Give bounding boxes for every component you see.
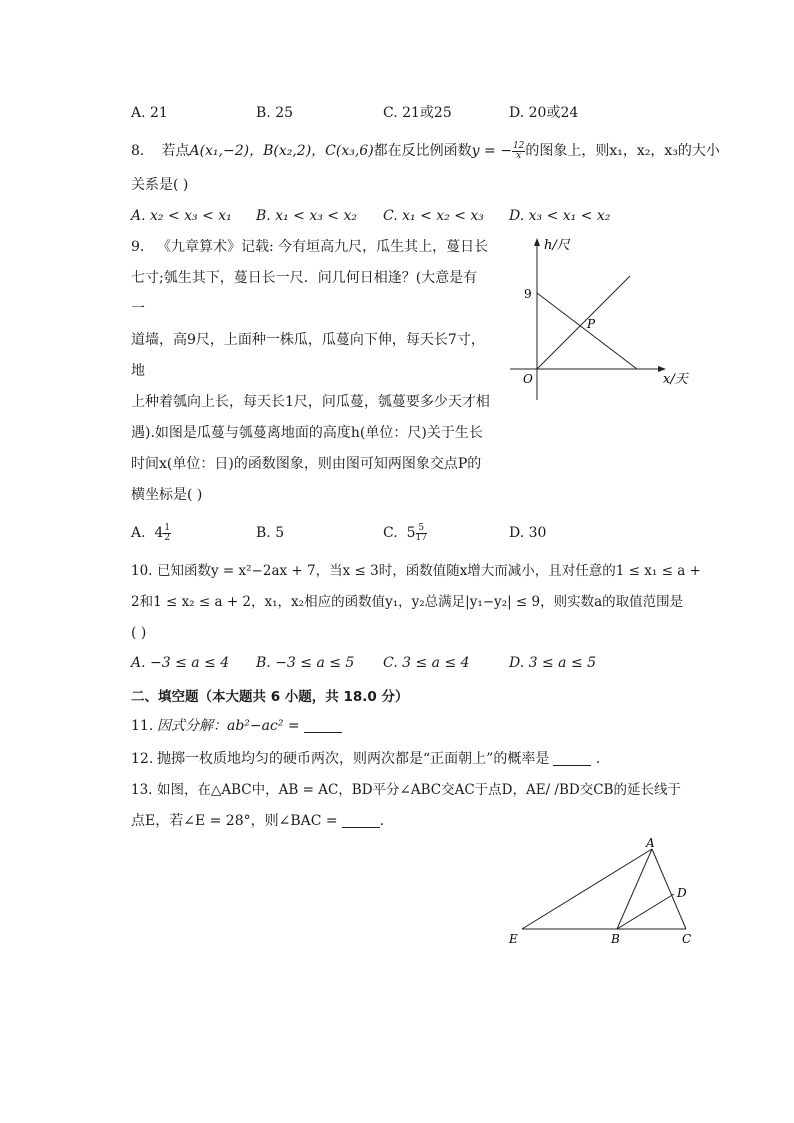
q9-option-a-whole: 4	[154, 525, 164, 541]
q8-text-post: 的图象上，则x₁，x₂，x₃的大小	[525, 143, 720, 159]
q8-stem-line1	[131, 141, 720, 161]
q13-label-b: B	[611, 932, 620, 946]
q9-graph	[500, 232, 700, 407]
q9-option-c-num: 5	[416, 524, 427, 534]
q9-line-5: 遇).如图是瓜蔓与瓠蔓离地面的高度h(单位：尺)关于生长	[131, 425, 483, 441]
q7-option-d[interactable]: D. 20或24	[509, 105, 579, 121]
q10-option-c[interactable]: C. 3 ≤ a ≤ 4	[383, 655, 470, 671]
q7-option-b[interactable]: B. 25	[256, 105, 294, 121]
q9-y-arrow	[534, 238, 540, 246]
q9-line-4: 上种着瓠向上长，每天长1尺，问瓜蔓，瓠蔓要多少天才相	[131, 394, 490, 410]
q10-stem-line1	[131, 561, 701, 581]
q9-point-label: P	[587, 317, 596, 331]
q12-number: 12.	[131, 751, 154, 767]
q9-option-a-frac	[163, 524, 171, 543]
q9-line-7: 横坐标是( )	[131, 487, 203, 503]
q9-y-label: h/尺	[544, 238, 570, 253]
q9-origin-label: O	[523, 372, 533, 386]
q13-label-e: E	[509, 932, 518, 946]
q8-option-b[interactable]: B. x₁ < x₃ < x₂	[256, 208, 357, 224]
q12-end: .	[595, 751, 601, 767]
q8-stem-line2: 关系是( )	[131, 177, 189, 193]
q13-label-c: C	[682, 932, 692, 946]
q9-option-c-den: 17	[415, 532, 427, 543]
q9-option-c-label: C.	[383, 525, 398, 541]
q9-line-6: 时间x(单位：日)的函数图象，则由图可知两图象交点P的	[131, 456, 482, 472]
q9-line-1: 《九章算术》记载: 今有垣高九尺，瓜生其上，蔓日长	[157, 239, 489, 255]
q8-function: y = −	[471, 143, 512, 159]
q9-option-a[interactable]	[131, 523, 171, 543]
q9-option-c-whole: 5	[406, 525, 416, 541]
q9-line	[131, 232, 491, 263]
q8-fraction	[512, 142, 525, 161]
q13-number: 13.	[131, 782, 153, 798]
q8-text-pre: 若点	[161, 143, 190, 159]
q9-option-b[interactable]: B. 5	[256, 525, 285, 541]
q13-answer-blank[interactable]	[342, 813, 380, 828]
q13-label-d: D	[677, 886, 687, 900]
q8-option-d[interactable]: D. x₃ < x₁ < x₂	[509, 208, 611, 224]
q10-text-1: 已知函数y = x²−2ax + 7，当x ≤ 3时，函数值随x增大而减小，且对任意的1 ≤ x₁ ≤ a +	[157, 563, 701, 579]
q13-line-ba	[617, 849, 652, 929]
q7-option-a[interactable]: A. 21	[131, 105, 168, 121]
q13-line-bd	[617, 894, 674, 929]
q8-option-a[interactable]: A. x₂ < x₃ < x₁	[131, 208, 232, 224]
q10-number: 10.	[131, 563, 153, 579]
q13-stem-line1	[131, 780, 681, 800]
q13-text-2: 点E，若∠E = 28°，则∠BAC =	[131, 813, 338, 829]
q9-number: 9.	[131, 239, 145, 255]
q8-number: 8.	[131, 143, 145, 159]
q13-triangle-figure	[500, 836, 700, 951]
q9-line-2: 七寸;瓠生其下，蔓日长一尺．问几何日相逢？(大意是有一	[131, 270, 478, 317]
q8-frac-num: 12	[512, 140, 525, 151]
q8-option-c[interactable]: C. x₁ < x₂ < x₃	[383, 208, 484, 224]
q12-answer-blank[interactable]	[553, 751, 591, 766]
q9-option-c-frac	[416, 524, 427, 543]
q9-tick-9: 9	[524, 287, 532, 301]
q10-option-d[interactable]: D. 3 ≤ a ≤ 5	[509, 655, 597, 671]
q9-option-a-den: 2	[164, 532, 171, 543]
q8-text-mid: 都在反比例函数	[373, 143, 472, 159]
q9-option-a-label: A.	[131, 525, 146, 541]
q9-line-hu	[537, 276, 630, 369]
q11-number: 11.	[131, 718, 154, 734]
q10-option-b[interactable]: B. −3 ≤ a ≤ 5	[256, 655, 355, 671]
q8-points: A(x₁,−2)，B(x₂,2)，C(x₃,6)	[189, 143, 374, 159]
section-title: 二、填空题（本大题共 6 小题，共 18.0 分）	[131, 689, 409, 705]
q11-text: 因式分解：ab²−ac² =	[157, 718, 300, 734]
q9-option-d[interactable]: D. 30	[509, 525, 547, 541]
q7-option-c[interactable]: C. 21或25	[383, 105, 452, 121]
q12-text: 抛掷一枚质地均匀的硬币两次，则两次都是“正面朝上”的概率是	[157, 751, 550, 767]
q13-label-a: A	[646, 836, 655, 850]
q11-answer-blank[interactable]	[304, 718, 342, 733]
q13-text-1: 如图，在△ABC中，AB = AC，BD平分∠ABC交AC于点D，AE/ /BD交CB的延长线于	[157, 782, 681, 798]
q9-stem	[131, 232, 491, 511]
q9-x-label: x/天	[663, 372, 688, 387]
q9-line-3: 道墙，高9尺，上面种一株瓜，瓜蔓向下伸，每天长7寸，地	[131, 332, 485, 379]
q12-stem	[131, 749, 600, 769]
q13-stem-line2	[131, 811, 384, 831]
q8-frac-den: x	[516, 150, 522, 161]
q13-end: .	[379, 813, 385, 829]
q10-stem-line2: 2和1 ≤ x₂ ≤ a + 2，x₁，x₂相应的函数值y₁，y₂总满足|y₁−y₂| ≤ 9，则实数a的取值范围是	[131, 594, 684, 610]
q9-line-gua	[537, 293, 637, 369]
q10-stem-line3: ( )	[131, 625, 147, 641]
q9-option-c[interactable]	[383, 523, 427, 543]
q10-option-a[interactable]: A. −3 ≤ a ≤ 4	[131, 655, 230, 671]
q11-stem	[131, 716, 342, 736]
q13-line-ea	[522, 849, 652, 929]
q9-option-a-num: 1	[164, 522, 171, 533]
